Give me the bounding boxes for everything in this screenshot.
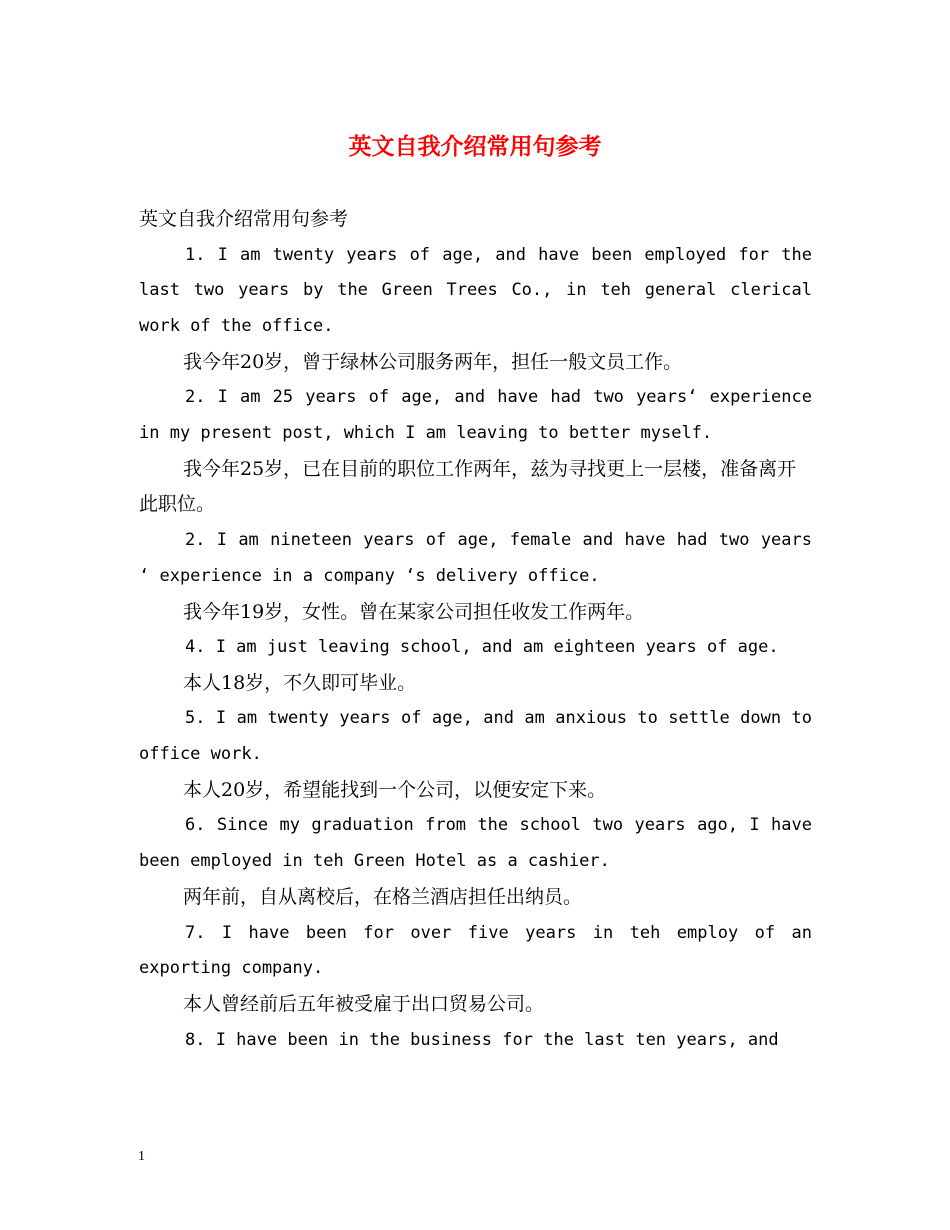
paragraph-en-8: 8. I have been in the business for the last ten years, and [185, 1029, 779, 1050]
paragraph-zh-7: 本人曾经前后五年被受雇于出口贸易公司。 [183, 993, 545, 1016]
paragraph-zh-1: 我今年20岁，曾于绿林公司服务两年，担任一般文员工作。 [183, 350, 683, 373]
paragraph-en-2: 2. I am 25 years of age, and have had two years‘ experience in my present post, which I am leaving to better myself. [139, 387, 812, 444]
paragraph-en-3: 2. I am nineteen years of age, female and have had two years ‘ experience in a company ‘s delivery office. [139, 529, 812, 586]
paragraph-en-1: 1. I am twenty years of age, and have been employed for the last two years by the Green Trees Co., in teh general clerical work of the office. [139, 244, 812, 337]
paragraph-zh-2: 我今年25岁，已在目前的职位工作两年，兹为寻找更上一层楼，准备离开此职位。 [139, 457, 797, 516]
paragraph-en-4: 4. I am just leaving school, and am eighteen years of age. [185, 637, 779, 658]
document-body [139, 202, 812, 1058]
document-subtitle: 英文自我介绍常用句参考 [139, 208, 349, 230]
paragraph-zh-5: 本人20岁，希望能找到一个公司，以便安定下来。 [183, 778, 607, 801]
page-number: 1 [138, 1149, 145, 1164]
paragraph-zh-4: 本人18岁，不久即可毕业。 [183, 671, 417, 694]
paragraph-en-7: 7. I have been for over five years in teh employ of an exporting company. [139, 922, 812, 979]
paragraph-zh-6: 两年前，自从离校后，在格兰酒店担任出纳员。 [183, 886, 583, 909]
paragraph-en-6: 6. Since my graduation from the school two years ago, I have been employed in teh Green Hotel as a cashier. [139, 815, 812, 872]
document-title: 英文自我介绍常用句参考 [348, 133, 602, 160]
paragraph-en-5: 5. I am twenty years of age, and am anxious to settle down to office work. [139, 708, 812, 765]
paragraph-zh-3: 我今年19岁，女性。曾在某家公司担任收发工作两年。 [183, 600, 645, 623]
